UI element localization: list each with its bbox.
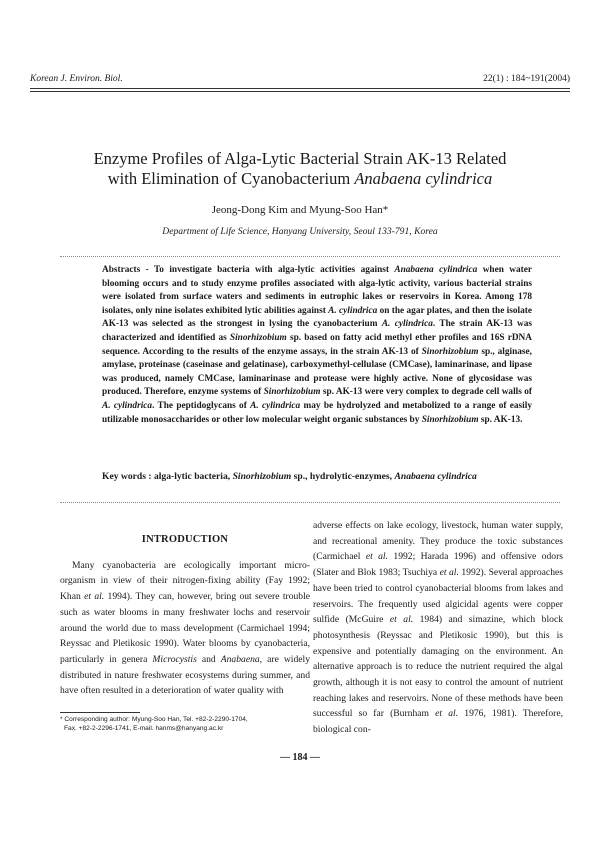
footnote (60, 715, 310, 733)
keywords: Key words : alga-lytic bacteria, Sinorhizobium sp., hydrolytic-enzymes, Anabaena cylindrica (102, 471, 477, 482)
header-rule-bottom (30, 91, 570, 92)
paper-title (40, 149, 560, 189)
footnote-line-2: Fax. +82-2-2296-1741, E-mail. hanms@hanyang.ac.kr (64, 725, 224, 732)
intro-right-column (313, 518, 563, 738)
citation: 22(1) : 184~191(2004) (483, 74, 570, 84)
page-number: — 184 — (280, 752, 320, 763)
authors: Jeong-Dong Kim and Myung-Soo Han* (211, 204, 389, 216)
section-heading-introduction: INTRODUCTION (141, 534, 229, 545)
running-head (30, 74, 570, 84)
title-line-2: with Elimination of Cyanobacterium Anabaena cylindrica (107, 169, 493, 188)
intro-paragraph-1: Many cyanobacteria are ecologically important micro-organism in view of their nitrogen-fixing ability (Fay 1992; Khan et al. 1994). They can, however, bring out severe trouble such as water blooms in many freshwater lochs and reservoir around the world due to mass development (Carmichael 1994; Reyssac and Pletikosic 1990). Water blooms by cyanobacteria, particularly in genera Microcystis and Anabaena, are widely distributed in nature freshwater ecosystems during summer, and have often resulted in a deterioration of water quality with (60, 559, 311, 697)
intro-paragraph-2: adverse effects on lake ecology, livestock, human water supply, and recreational amenity. They produce the toxic substances (Carmichael et al. 1992; Harada 1996) and offensive odors (Slater and Blok 1983; Tsuchiya et al. 1992). Several approaches have been tried to control cyanobacterial blooms from lakes and reservoirs. The frequently used algicidal agents were copper sulfide (McGuire et al. 1984) and simazine, which block photosynthesis (Reyssac and Pletikosic 1990), but this is expensive and potentially damaging on the environment. An alternative approach is to reduce the nutrient required the algal growth, although it is not easy to control the amount of nutrient reaching lakes and reservoirs. None of these methods have been successful so far (Burnham et al. 1976, 1981). Therefore, biological con- (313, 520, 564, 736)
affiliation: Department of Life Science, Hanyang University, Seoul 133-791, Korea (162, 226, 438, 237)
abstract-divider-bottom (60, 502, 560, 503)
header-rule-top (30, 88, 570, 89)
title-line-1: Enzyme Profiles of Alga-Lytic Bacterial Strain AK-13 Related (93, 149, 507, 168)
abstract: Abstracts - To investigate bacteria with alga-lytic activities against Anabaena cylindrica when water blooming occurs and to study enzyme profiles associated with alga-lytic activity, various bacterial strains were isolated from surface waters and sediments in eutrophic lakes or reservoirs in Korea. Among 178 isolates, only nine isolates exhibited lytic abilities against A. cylindrica on the agar plates, and then the isolate AK-13 was selected as the strongest in lysing the cyanobacterium A. cylindrica. The strain AK-13 was characterized and identified as Sinorhizobium sp. based on fatty acid methyl ether profiles and 16S rDNA sequence. According to the results of the enzyme assays, in the strain AK-13 of Sinorhizobium sp., alginase, amylase, proteinase (caseinase and gelatinase), carboxymethyl-cellulase (CMCase), laminarinase, and lipase was produced, namely CMCase, laminarinase and protease were highly active. None of glycosidase was produced. Therefore, enzyme systems of Sinorhizobium sp. AK-13 were very complex to degrade cell walls of A. cylindrica. The peptidoglycans of A. cylindrica may be hydrolyzed and metabolized to a range of easily utilizable monosaccharides or other low molecular weight organic substances by Sinorhizobium sp. AK-13. (102, 265, 533, 425)
abstract-divider-top (60, 256, 560, 257)
intro-left-column (60, 518, 310, 699)
footnote-rule (60, 712, 140, 713)
footnote-line-1: * Corresponding author: Myung-Soo Han, Tel. +82-2-2290-1704, (60, 716, 248, 723)
journal-name: Korean J. Environ. Biol. (30, 74, 123, 84)
